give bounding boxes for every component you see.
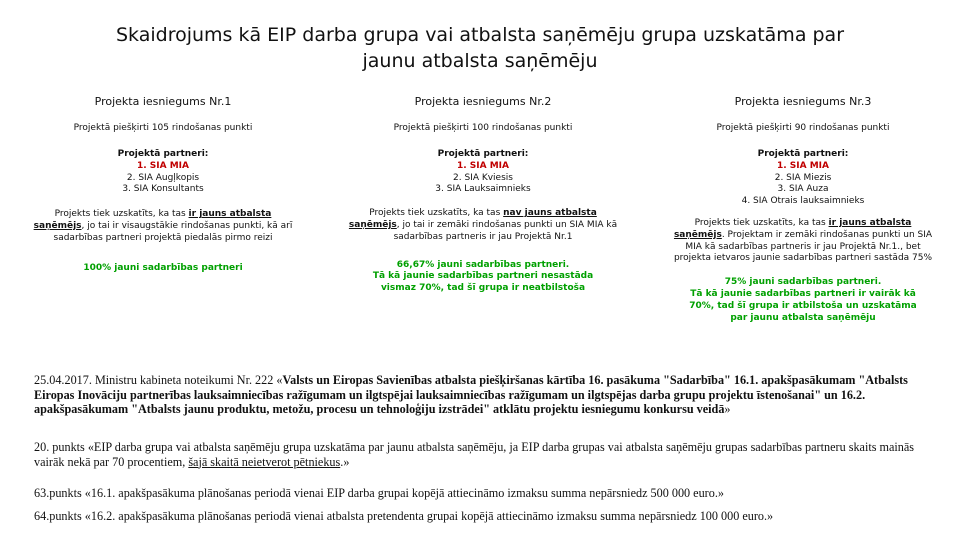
partner-lead: 1. SIA MIA [776, 160, 829, 171]
result-line: 75% jauni sadarbības partneri. [724, 277, 882, 288]
description-text: Projekts tiek uzskatīts, ka tas [694, 217, 829, 228]
description-text: . Projektam ir zemāki rindošanas punkti un SIA MIA kā sadarbības partneris ir jau Projektā Nr.1., bet projekta ietvaros jaunie sadarbības partneri sastāda 75% [673, 229, 933, 264]
project-heading: Projekta iesniegums Nr.3 [734, 95, 872, 108]
result-line: Tā kā jaunie sadarbības partneri nesastāda [372, 271, 594, 282]
project-column-3 [668, 95, 938, 324]
project-description [348, 208, 618, 243]
description-emphasis: ir jauns atbalsta saņēmējs [33, 209, 272, 231]
description-text: , jo tai ir zemāki rindošanas punkti un SIA MIA kā sadarbības partneris ir jau Projektā Nr.1 [393, 219, 618, 242]
reference-point-63: 63.punkts «16.1. apakšpasākuma plānošanas periodā vienai EIP darba grupai kopējā attiecināmo izmaksu summa nepārsniedz 500 000 euro.» [34, 486, 724, 500]
project-heading: Projekta iesniegums Nr.2 [414, 95, 552, 108]
partner-lead: 1. SIA MIA [136, 160, 189, 171]
result-line: Tā kā jaunie sadarbības partneri ir vairāk kā [690, 288, 916, 299]
project-result [348, 260, 618, 295]
reference-point-20 [34, 440, 934, 469]
partner-item: 4. SIA Otrais lauksaimnieks [741, 196, 865, 207]
result-line: 66,67% jauni sadarbības partneri. [396, 259, 570, 270]
reference-regulation [34, 373, 934, 417]
description-emphasis: ir jauns atbalsta saņēmējs [673, 217, 912, 240]
partners-label: Projektā partneri: [117, 149, 209, 159]
result-line: 100% jauni sadarbības partneri [83, 262, 243, 273]
project-column-1 [28, 95, 298, 274]
partner-lead: 1. SIA MIA [456, 160, 509, 171]
result-line: 70%, tad šī grupa ir atbilstoša un uzskatāma [689, 300, 917, 311]
description-emphasis: nav jauns atbalsta saņēmējs [348, 208, 597, 230]
result-line: vismaz 70%, tad šī grupa ir neatbilstoša [380, 283, 586, 294]
reference-text: » [724, 402, 731, 416]
project-points: Projektā piešķirti 90 rindošanas punkti [716, 123, 890, 133]
partner-item: 3. SIA Auza [777, 184, 829, 195]
description-text: Projekts tiek uzskatīts, ka tas [54, 209, 189, 220]
partner-item: 2. SIA Miezis [774, 172, 832, 183]
slide-title [60, 22, 900, 74]
description-text: Projekts tiek uzskatīts, ka tas [369, 208, 504, 219]
project-partners [348, 149, 618, 196]
partners-label: Projektā partneri: [437, 149, 529, 159]
result-line: par jaunu atbalsta saņēmēju [730, 312, 876, 323]
description-text: , jo tai ir visaugstākie rindošanas punkti, kā arī sadarbības partneri projektā piedalās pirmo reizi [53, 220, 293, 243]
reference-text: .» [340, 454, 350, 469]
project-points: Projektā piešķirti 105 rindošanas punkti [73, 123, 253, 133]
project-points: Projektā piešķirti 100 rindošanas punkti [393, 123, 573, 133]
partner-item: 3. SIA Lauksaimnieks [435, 184, 531, 195]
slide-title-line-2: jaunu atbalsta saņēmēju [362, 50, 598, 72]
reference-text: 25.04.2017. Ministru kabineta noteikumi Nr. 222 « [34, 373, 283, 387]
project-partners [28, 149, 298, 196]
reference-underlined: šajā skaitā neietverot pētniekus [188, 454, 341, 469]
partner-item: 2. SIA Augļkopis [126, 172, 200, 183]
partner-item: 3. SIA Konsultants [122, 184, 204, 195]
project-description [28, 209, 298, 244]
slide-title-line-1: Skaidrojums kā EIP darba grupa vai atbalsta saņēmēju grupa uzskatāma par [115, 24, 845, 46]
partner-item: 2. SIA Kviesis [453, 172, 513, 183]
project-heading: Projekta iesniegums Nr.1 [94, 95, 232, 108]
project-column-2 [348, 95, 618, 295]
project-result [28, 263, 298, 275]
reference-regulation-title: Valsts un Eiropas Savienības atbalsta piešķiršanas kārtība 16. pasākuma "Sadarbība" 16.1. apakšpasākumam "Atbalsts Eiropas Inovāciju partnerības lauksaimniecības ražīgumam un ilgtspējai lauksaimniecības ražīgumam un ilgtspējas darba grupu projektu īstenošanai" un 16.2. apakšpasākumam "Atbalsts jaunu produktu, metožu, procesu un tehnoloģiju izstrādei" atklātu projektu iesniegumu konkursu veidā [34, 373, 908, 416]
reference-point-64: 64.punkts «16.2. apakšpasākuma plānošanas periodā vienai atbalsta pretendenta grupai kopējā attiecināmo izmaksu summa nepārsniedz 100 000 euro.» [34, 509, 774, 523]
project-result [668, 277, 938, 324]
project-description [668, 218, 938, 265]
project-partners [668, 149, 938, 208]
partners-label: Projektā partneri: [757, 149, 849, 159]
reference-text: 20. punkts «EIP darba grupa vai atbalsta saņēmēju grupa uzskatāma par jaunu atbalsta saņēmēju, ja EIP darba grupas vai atbalsta saņēmēju grupas sadarbības partneru skaits mainās vairāk nekā par 70 procentiem, [34, 440, 915, 469]
